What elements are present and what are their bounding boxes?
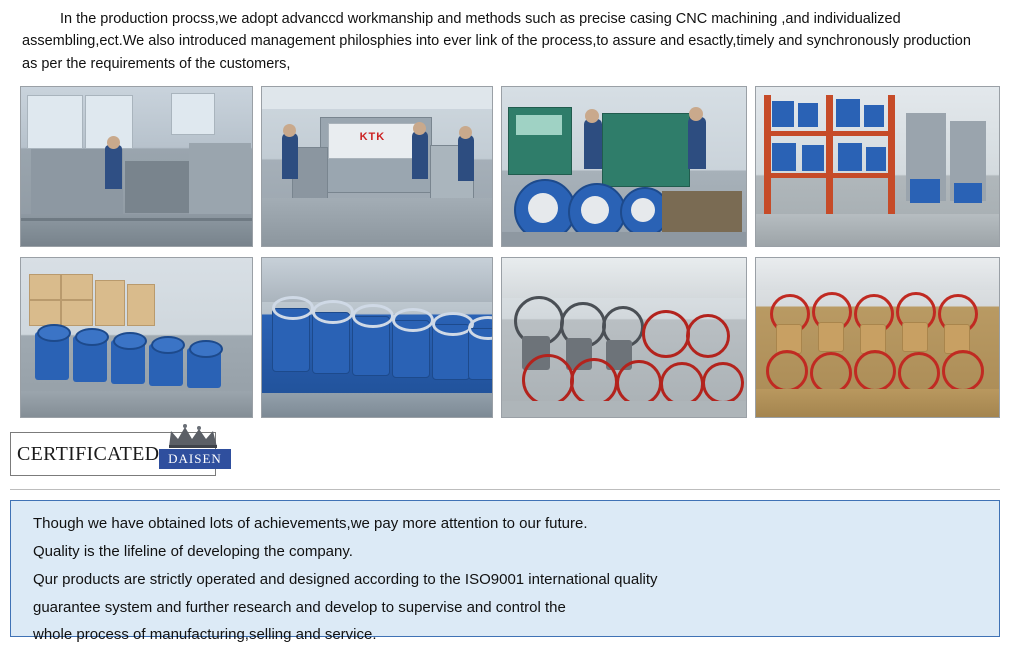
certificate-label: CERTIFICATED	[17, 443, 160, 466]
photo-warehouse-racks	[755, 86, 1000, 247]
certificate-row	[0, 432, 1010, 476]
statement-line: Quality is the lifeline of developing the company.	[33, 543, 353, 561]
statement-line: Qur products are strictly operated and designed according to the ISO9001 international quality	[33, 570, 658, 588]
photo-blue-valve-rows	[261, 257, 494, 418]
company-statement-box	[10, 500, 1000, 644]
section-divider	[10, 489, 1000, 490]
photo-ktk-cnc-machine: KTK	[261, 86, 494, 247]
photo-gate-valves-cartons	[20, 257, 253, 418]
photo-red-handwheel-valves	[501, 257, 746, 418]
gallery-row-2	[20, 257, 1000, 418]
statement-line: Though we have obtained lots of achievements,we pay more attention to our future.	[33, 515, 588, 533]
photo-cnc-lathe-workshop	[20, 86, 253, 247]
factory-photo-gallery	[0, 86, 1010, 418]
gallery-row-1	[20, 86, 1000, 247]
crown-icon	[165, 423, 225, 449]
photo-valve-test-bench	[501, 86, 746, 247]
statement-line: whole process of manufacturing,selling and service.	[33, 626, 377, 644]
brand-name: DAISEN	[159, 449, 231, 469]
intro-paragraph	[0, 0, 1010, 75]
certificate-badge	[10, 432, 222, 476]
statement-line: guarantee system and further research and develop to supervise and control the	[33, 598, 566, 616]
photo-brass-valves	[755, 257, 1000, 418]
daisen-logo	[159, 423, 231, 471]
intro-text: In the production procss,we adopt advanccd workmanship and methods such as precise casing CNC machining ,and individualized assembling,ect.We also introduced management philosphies into ever link of the process,to assure and esactly,timely and synchronously production as per the requirements of the customers,	[22, 11, 971, 72]
